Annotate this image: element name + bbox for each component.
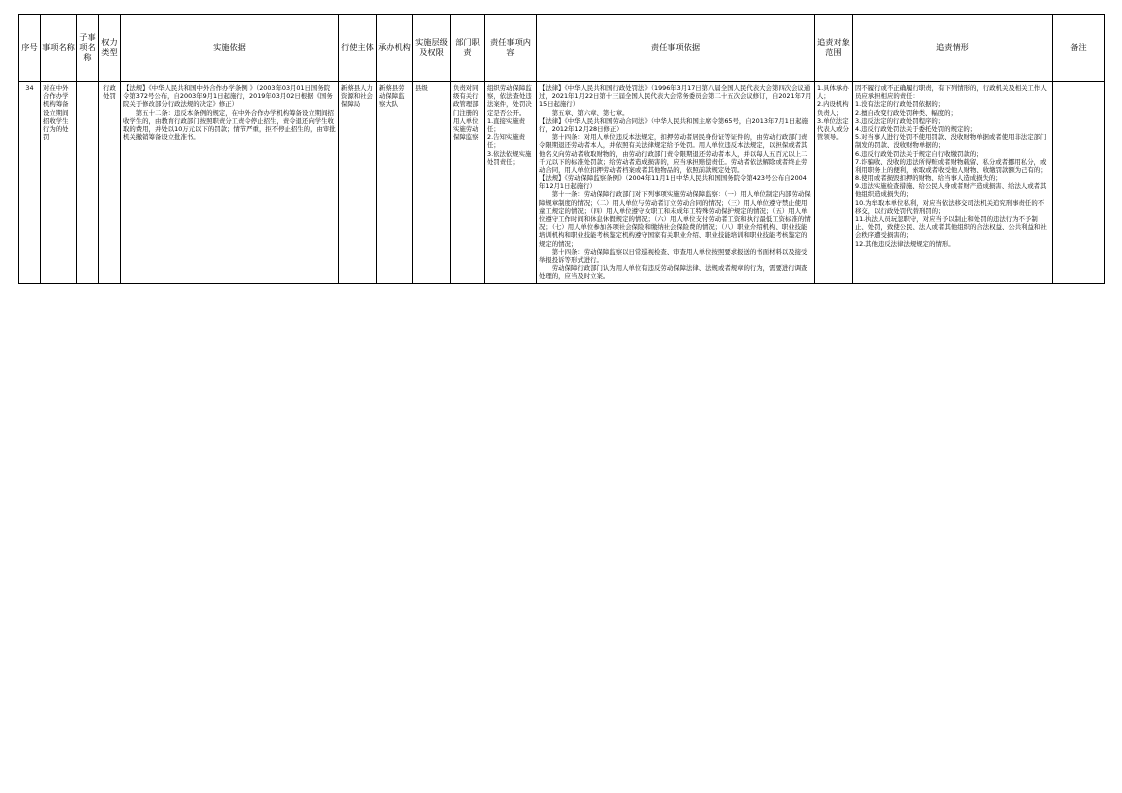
table-header-row bbox=[19, 15, 1105, 82]
header-basis: 实施依据 bbox=[121, 15, 339, 82]
header-dept-duty: 部门职责 bbox=[451, 15, 485, 82]
cell-dept-duty: 负责对同级有关行政管理部门注册的用人单位实施劳动保障监察 bbox=[451, 82, 485, 284]
cell-accountable-scope bbox=[815, 82, 853, 284]
header-accountable-situations: 追责情形 bbox=[853, 15, 1053, 82]
cell-accountable-situations bbox=[853, 82, 1053, 284]
duty-basis-para-1: 【法律】《中华人民共和国行政处罚法》（1996年3月17日第八届全国人民代表大会第四次会议通过，2021年1月22日第十三届全国人民代表大会常务委员会第二十五次会议修订，自2021年7月15日起施行） bbox=[539, 84, 812, 109]
duty-basis-para-3: 【法律】《中华人民共和国劳动合同法》（中华人民共和国主席令第65号，自2013年7月1日起施行，2012年12月28日修正） bbox=[539, 116, 808, 133]
situation-item-12: 12.其他违反法律法规规定的情形。 bbox=[855, 239, 955, 248]
header-duty-basis: 责任事项依据 bbox=[537, 15, 815, 82]
basis-para-2: 第五十二条：违反本条例的规定，在中外合作办学机构筹备设立期间招收学生的，由教育行政部门按照职责分工责令停止招生，责令退还向学生收取的费用，并处以10万元以下的罚款；情节严重，拒不停止招生的，由审批机关撤销筹备设立批准书。 bbox=[123, 108, 336, 142]
cell-duty-content bbox=[485, 82, 537, 284]
cell-item-name: 对在中外合作办学机构筹备设立期间招收学生行为的处罚 bbox=[41, 82, 77, 284]
cell-duty-basis bbox=[537, 82, 815, 284]
scope-item-3: 3.单位法定代表人或分管领导。 bbox=[817, 116, 849, 142]
duty-item-1: 1.直接实施责任； bbox=[487, 116, 526, 133]
cell-agency: 新蔡县劳动保障监察大队 bbox=[377, 82, 413, 284]
cell-seq: 34 bbox=[19, 82, 41, 284]
duty-content-text: 组织劳动保障监察，依法查处违法案件，处罚决定是否公开。 bbox=[487, 84, 532, 117]
situation-item-11: 11.执法人员玩忽职守，对应当予以制止和处罚的违法行为不予制止、处罚，致使公民、法人或者其他组织的合法权益、公共利益和社会秩序遭受损害的； bbox=[855, 215, 1047, 240]
situation-item-2: 2.擅自改变行政处罚种类、幅度的； bbox=[855, 108, 957, 117]
header-seq: 序号 bbox=[19, 15, 41, 82]
duty-item-2: 2.告知实施责任； bbox=[487, 133, 526, 150]
duty-basis-para-8: 劳动保障行政部门认为用人单位有违反劳动保障法律、法规或者规章的行为，需要进行调查处理的，应当及时立案。 bbox=[539, 264, 808, 281]
duty-basis-para-4: 第十四条：对用人单位违反本法规定，扣押劳动者居民身份证等证件的，由劳动行政部门责令限期退还劳动者本人，并依照有关法律规定给予处罚。用人单位违反本法规定，以担保或者其他名义向劳动者收取财物的，由劳动行政部门责令限期退还劳动者本人，并以每人五百元以上二千元以下的标准处罚款；给劳动者造成损害的，应当承担赔偿责任。劳动者依法解除或者终止劳动合同，用人单位扣押劳动者档案或者其他物品的，依照前款规定处罚。 bbox=[539, 133, 808, 174]
header-power-type: 权力类型 bbox=[99, 15, 121, 82]
situation-item-8: 8.使用或者损毁扣押的财物、给当事人造成损失的； bbox=[855, 174, 1002, 183]
cell-remark bbox=[1053, 82, 1105, 284]
scope-item-1: 1.具体承办人； bbox=[817, 84, 849, 101]
duty-basis-para-7: 第十四条：劳动保障监察以日常巡视检查、审查用人单位按照要求报送的书面材料以及接受举报投诉等形式进行。 bbox=[539, 247, 808, 264]
header-agency: 承办机构 bbox=[377, 15, 413, 82]
table-body bbox=[19, 82, 1105, 284]
situation-item-5: 5.对当事人进行处罚不使用罚款、没收财物单据或者使用非法定部门制发的罚款、没收财物单据的； bbox=[855, 133, 1047, 150]
situation-item-10: 10.为牟取本单位私利，对应当依法移交司法机关追究刑事责任的不移交，以行政处罚代替刑罚的； bbox=[855, 198, 1045, 215]
cell-power-type: 行政处罚 bbox=[99, 82, 121, 284]
situation-item-4: 4.违反行政处罚法关于委托处罚的规定的； bbox=[855, 124, 977, 133]
duty-basis-para-5: 【法规】《劳动保障监察条例》（2004年11月1日中华人民共和国国务院令第423号公布自2004年12月1日起施行） bbox=[539, 174, 807, 191]
power-list-table bbox=[18, 14, 1105, 284]
situation-item-6: 6.违反行政处罚法关于规定自行收缴罚款的； bbox=[855, 149, 983, 158]
header-subject: 行使主体 bbox=[339, 15, 377, 82]
header-remark: 备注 bbox=[1053, 15, 1105, 82]
situation-item-7: 7.诈骗收、没收的违法所得赃或者财物载留、私分或者挪用私分，或利用职务上的便利，索取或者收受他人财物、收缴罚款额为己有的； bbox=[855, 157, 1047, 174]
header-item-name: 事项名称 bbox=[41, 15, 77, 82]
cell-basis bbox=[121, 82, 339, 284]
situation-item-9: 9.违法实施检查措施、给公民人身或者财产造成损害、给法人或者其他组织造成损失的； bbox=[855, 182, 1047, 199]
situation-intro: 因不履行或不正确履行职责，有下列情形的，行政机关及相关工作人员应承担相应的责任： bbox=[855, 84, 1047, 101]
header-duty-content: 责任事项内容 bbox=[485, 15, 537, 82]
basis-para-1: 【法规】《中华人民共和国中外合作办学条例 》（2003年03月01日国务院令第372号公布，自2003年9月1日起施行，2019年03月02日根据《国务院关于修改部分行政法规的决定》修正） bbox=[123, 84, 333, 109]
scope-item-2: 2.内设机构负责人； bbox=[817, 100, 849, 117]
duty-item-3: 3.依法依规实施处罚责任； bbox=[487, 149, 532, 166]
table-row bbox=[19, 82, 1105, 284]
header-accountable-scope: 追责对象范围 bbox=[815, 15, 853, 82]
duty-basis-para-2: 第五章、第六章、第七章。 bbox=[551, 108, 629, 117]
cell-subject: 新蔡县人力资源和社会保障局 bbox=[339, 82, 377, 284]
header-sub-item-name: 子事项名称 bbox=[77, 15, 99, 82]
duty-basis-para-6: 第十一条：劳动保障行政部门对下列事项实施劳动保障监察：（一）用人单位制定内部劳动保障规章制度的情况；（二）用人单位与劳动者订立劳动合同的情况；（三）用人单位遵守禁止使用童工规定的情况；（四）用人单位遵守女职工和未成年工特殊劳动保护规定的情况；（五）用人单位遵守工作时间和休息休假规定的情况；（六）用人单位支付劳动者工资和执行最低工资标准的情况；（七）用人单位参加各项社会保险和缴纳社会保险费的情况；（八）职业介绍机构、职业技能培训机构和职业技能考核鉴定机构遵守国家有关职业介绍、职业技能培训和职业技能考核鉴定的规定的情况； bbox=[539, 190, 811, 248]
situation-item-3: 3.违反法定的行政处罚程序的； bbox=[855, 116, 945, 125]
header-level-authority: 实施层级及权限 bbox=[413, 15, 451, 82]
cell-sub-item-name bbox=[77, 82, 99, 284]
cell-level-authority: 县级 bbox=[413, 82, 451, 284]
situation-item-1: 1.没有法定的行政处罚依据的； bbox=[855, 100, 945, 109]
